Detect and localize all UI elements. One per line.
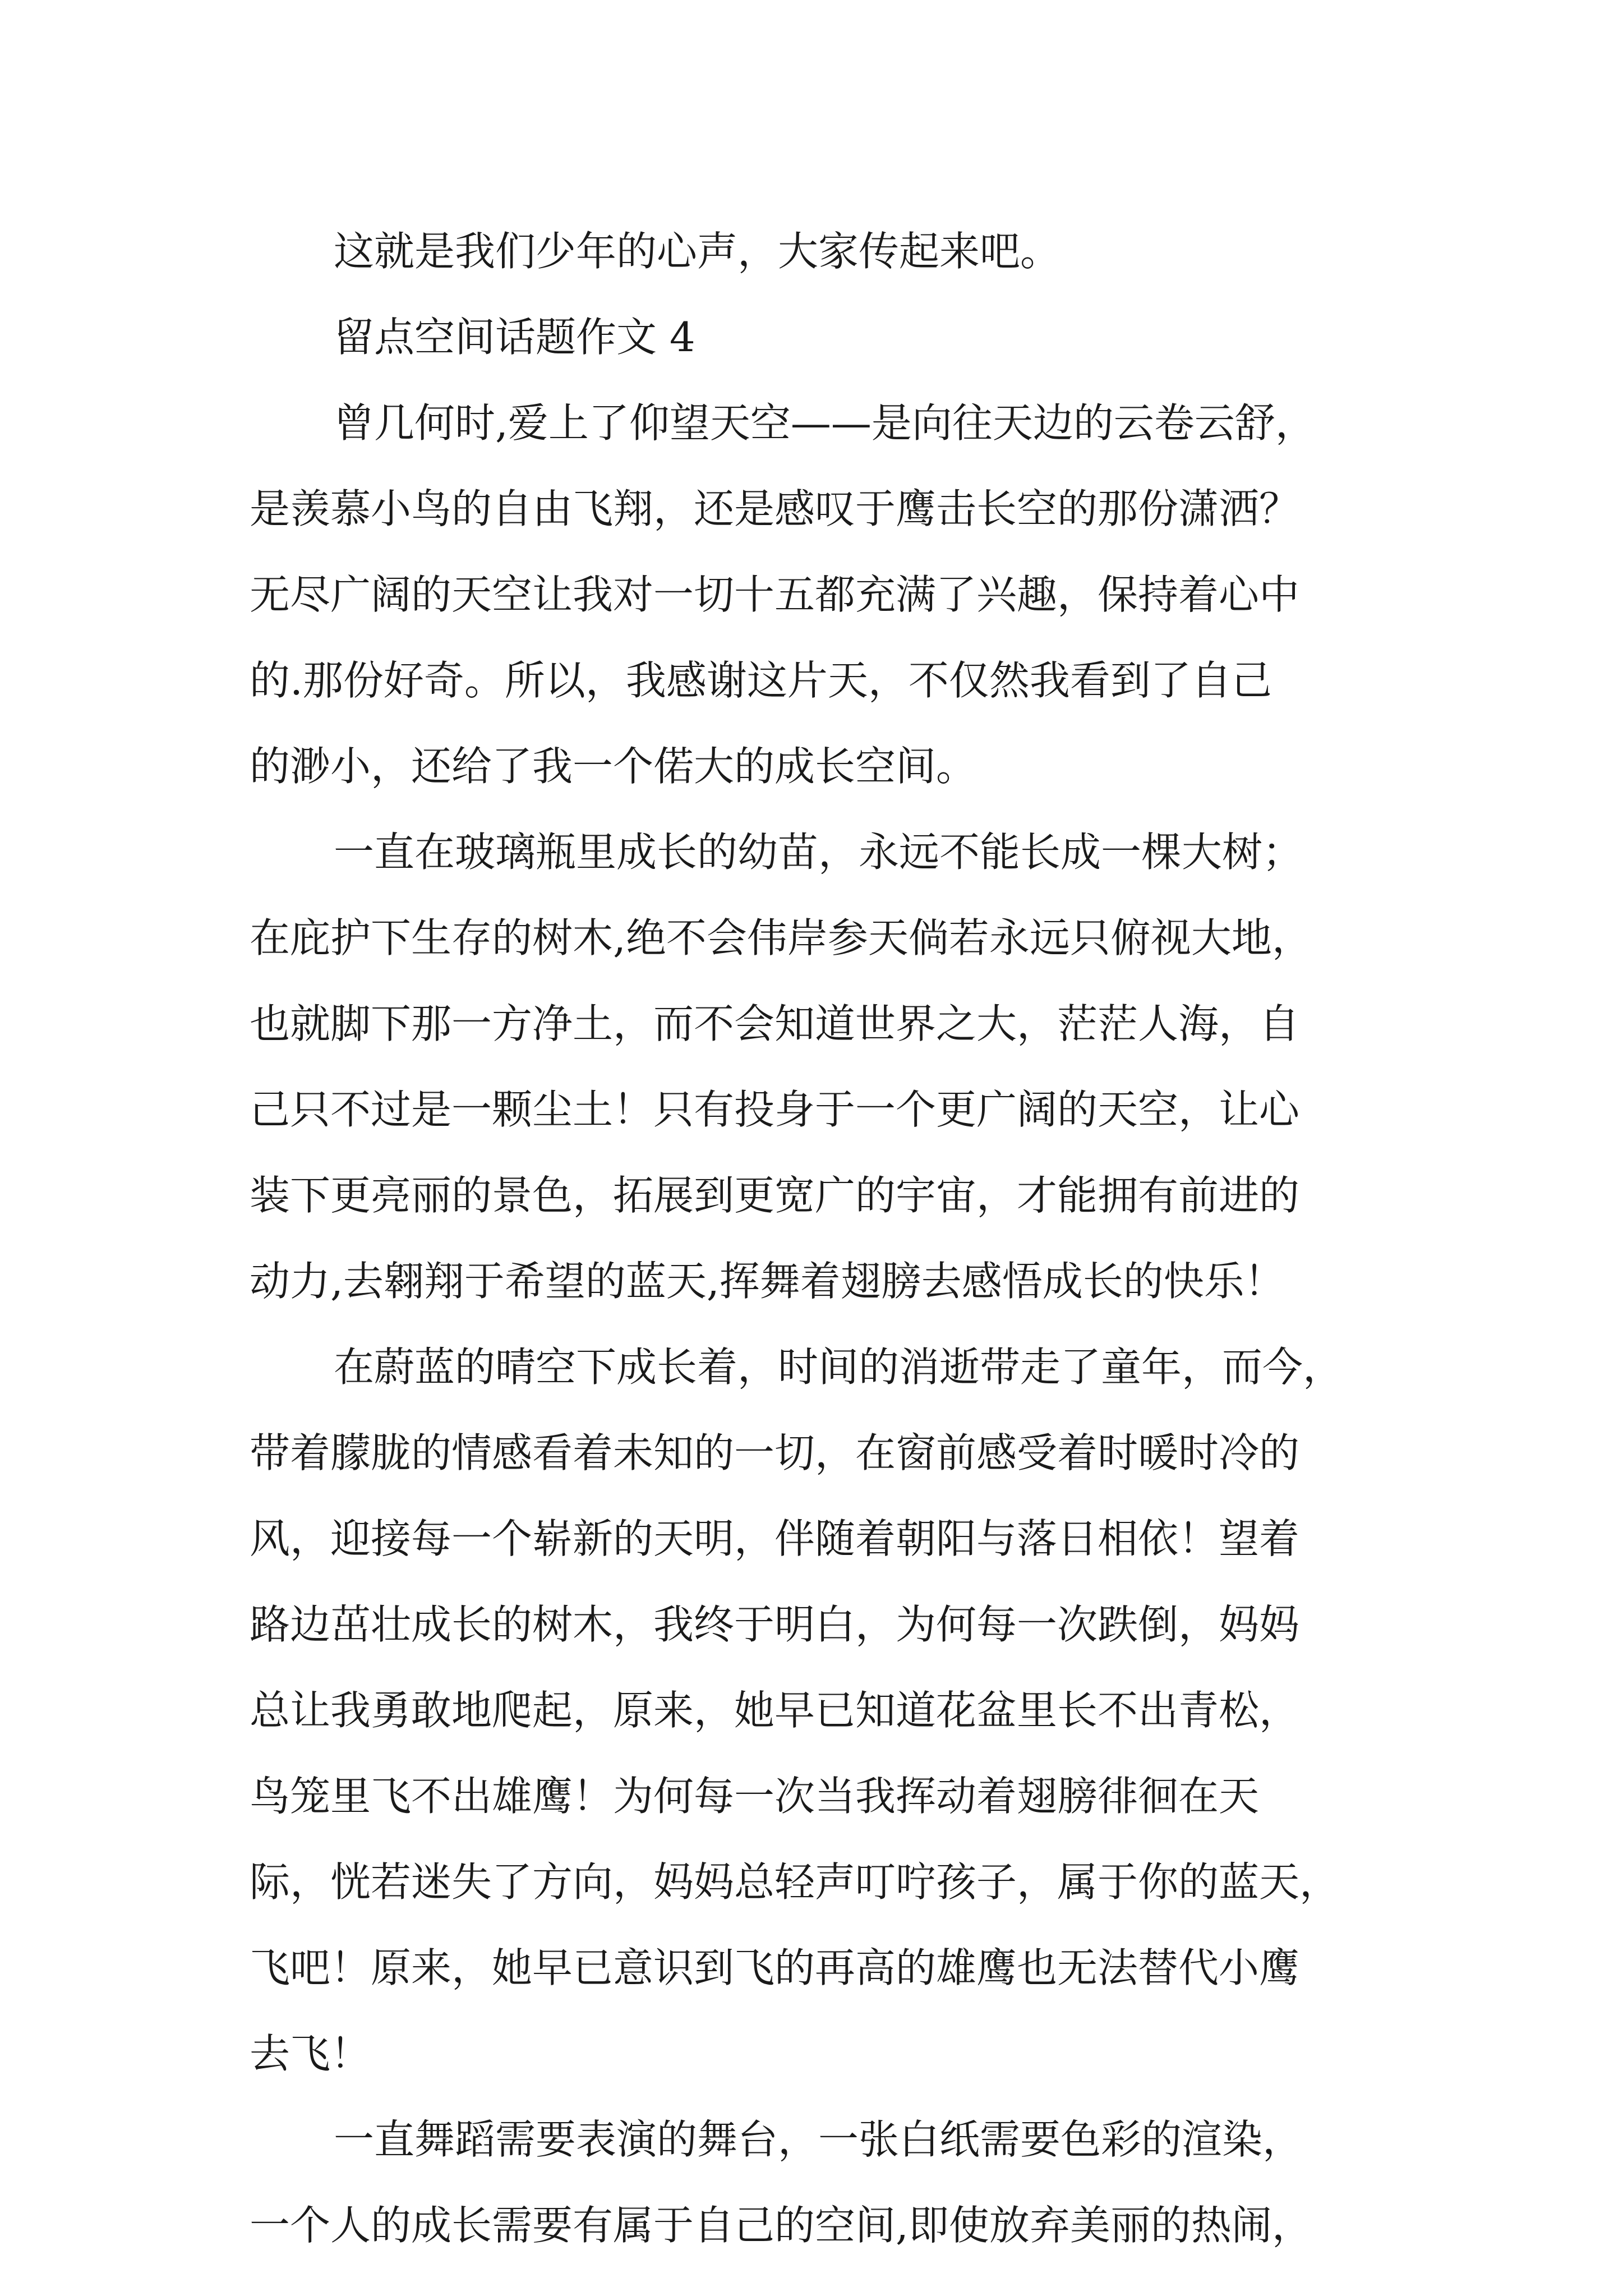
text-line: 这就是我们少年的心声，大家传起来吧。 [334, 228, 1061, 275]
text-line: 是羡慕小鸟的自由飞翔，还是感叹于鹰击长空的那份潇洒？ [250, 485, 1300, 532]
text-line: 己只不过是一颗尘土！只有投身于一个更广阔的天空，让心 [250, 1086, 1300, 1133]
text-line: 路边茁壮成长的树木，我终于明白，为何每一次跌倒，妈妈 [250, 1601, 1300, 1648]
text-line: 风，迎接每一个崭新的天明，伴随着朝阳与落日相依！望着 [250, 1515, 1300, 1562]
text-line: 动力,去翱翔于希望的蓝天,挥舞着翅膀去感悟成长的快乐！ [250, 1258, 1285, 1305]
text-line: 在蔚蓝的晴空下成长着，时间的消逝带走了童年，而今， [334, 1343, 1344, 1391]
text-line: 也就脚下那一方净土，而不会知道世界之大，茫茫人海，自 [250, 1000, 1300, 1047]
text-line: 曾几何时,爱上了仰望天空——是向往天边的云卷云舒， [334, 399, 1316, 447]
text-line: 一直在玻璃瓶里成长的幼苗，永远不能长成一棵大树； [334, 829, 1303, 876]
text-line: 鸟笼里飞不出雄鹰！为何每一次当我挥动着翅膀徘徊在天 [250, 1773, 1260, 1820]
text-line: 去飞！ [250, 2030, 371, 2077]
text-line: 的.那份好奇。所以，我感谢这片天，不仅然我看到了自己 [250, 657, 1272, 704]
text-line: 飞吧！原来，她早已意识到飞的再高的雄鹰也无法替代小鹰 [250, 1944, 1300, 1991]
document-body [250, 209, 1416, 2269]
text-line: 一直舞蹈需要表演的舞台，一张白纸需要色彩的渲染， [334, 2116, 1303, 2163]
text-line: 装下更亮丽的景色，拓展到更宽广的宇宙，才能拥有前进的 [250, 1172, 1300, 1219]
essay-title: 留点空间话题作文 4 [334, 314, 695, 361]
text-line: 一个人的成长需要有属于自己的空间,即使放弃美丽的热闹， [250, 2202, 1312, 2249]
text-line: 带着朦胧的情感看着未知的一切，在窗前感受着时暖时冷的 [250, 1429, 1300, 1476]
text-line: 总让我勇敢地爬起，原来，她早已知道花盆里长不出青松， [250, 1687, 1300, 1734]
text-line: 在庇护下生存的树木,绝不会伟岸参天倘若永远只俯视大地， [250, 914, 1312, 961]
text-line: 无尽广阔的天空让我对一切十五都充满了兴趣，保持着心中 [250, 571, 1300, 618]
text-line: 的渺小，还给了我一个偌大的成长空间。 [250, 743, 977, 790]
text-line: 际，恍若迷失了方向，妈妈总轻声叮咛孩子，属于你的蓝天， [250, 1858, 1340, 1906]
